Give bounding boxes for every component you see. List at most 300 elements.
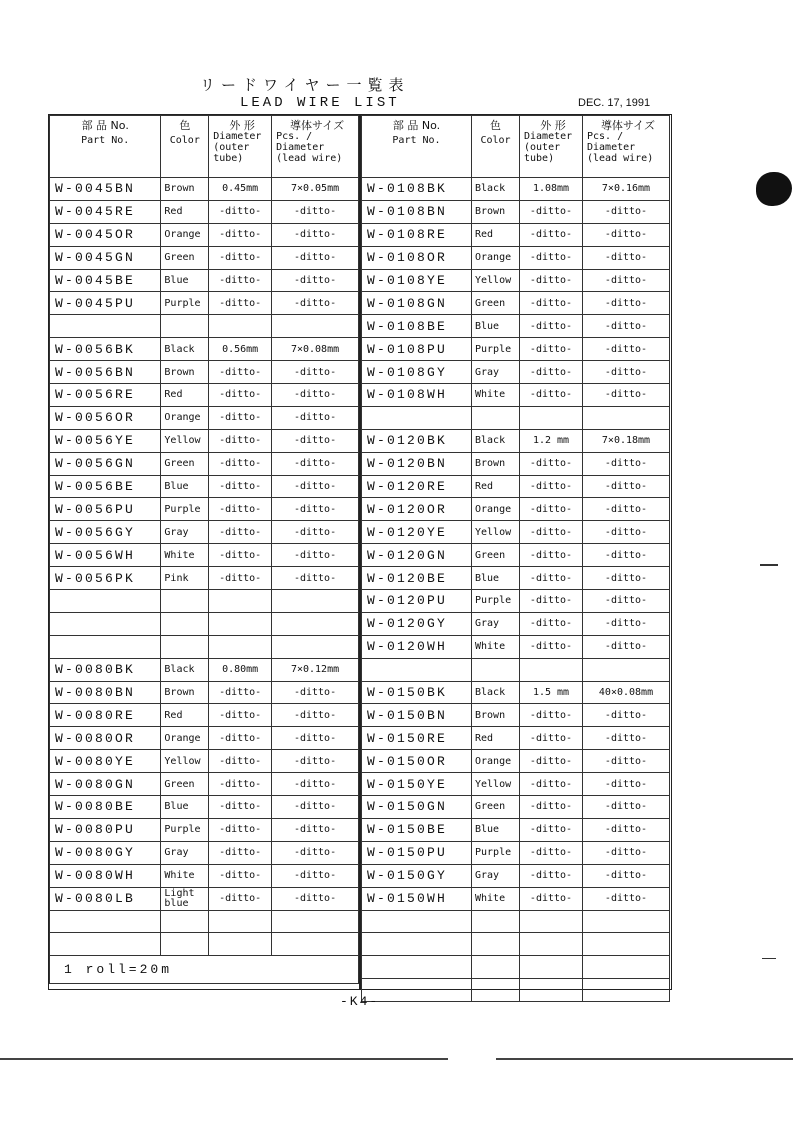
color-cell: Gray — [161, 521, 209, 544]
diameter-cell: -ditto- — [209, 269, 272, 292]
document-date: DEC. 17, 1991 — [578, 97, 651, 109]
diameter-cell: -ditto- — [209, 406, 272, 429]
pcs-diameter-cell: -ditto- — [272, 841, 359, 864]
pcs-diameter-cell: -ditto- — [583, 567, 670, 590]
table-row — [362, 269, 670, 292]
right-table — [361, 115, 670, 1002]
table-row — [50, 544, 359, 567]
part-number-cell: W-0120GY — [362, 612, 472, 635]
table-row — [362, 864, 670, 887]
pcs-diameter-cell — [583, 956, 670, 979]
footer-rule-left — [0, 1058, 448, 1060]
table-row — [362, 406, 670, 429]
pcs-diameter-cell: -ditto- — [583, 223, 670, 246]
diameter-cell: -ditto- — [209, 727, 272, 750]
pcs-diameter-cell: -ditto- — [272, 292, 359, 315]
header-diameter: 外 形 Diameter (outer tube) — [209, 116, 272, 178]
diameter-cell: 0.80mm — [209, 658, 272, 681]
pcs-diameter-cell: -ditto- — [272, 567, 359, 590]
table-row — [50, 635, 359, 658]
part-number-cell: W-0056GY — [50, 521, 161, 544]
table-row — [362, 933, 670, 956]
part-number-cell: W-0056BE — [50, 475, 161, 498]
pcs-diameter-cell — [583, 910, 670, 933]
table-row — [362, 315, 670, 338]
diameter-cell: -ditto- — [520, 887, 583, 910]
color-cell: Blue — [161, 796, 209, 819]
pcs-diameter-cell: -ditto- — [583, 475, 670, 498]
diameter-cell: -ditto- — [209, 246, 272, 269]
pcs-diameter-cell — [272, 910, 359, 933]
table-row — [362, 361, 670, 384]
header-color: 色 Color — [472, 116, 520, 178]
table-row — [362, 681, 670, 704]
footer-rule-right — [496, 1058, 793, 1060]
color-cell — [161, 590, 209, 613]
diameter-cell — [209, 315, 272, 338]
table-row — [362, 338, 670, 361]
diameter-cell: -ditto- — [209, 750, 272, 773]
diameter-cell: -ditto- — [209, 200, 272, 223]
part-number-cell: W-0120WH — [362, 635, 472, 658]
diameter-cell: -ditto- — [209, 704, 272, 727]
diameter-cell: -ditto- — [209, 567, 272, 590]
table-row — [50, 338, 359, 361]
part-number-cell: W-0108WH — [362, 384, 472, 407]
part-number-cell: W-0120RE — [362, 475, 472, 498]
pcs-diameter-cell: -ditto- — [583, 452, 670, 475]
part-number-cell — [50, 315, 161, 338]
table-row — [50, 567, 359, 590]
diameter-cell: -ditto- — [520, 200, 583, 223]
table-row — [362, 979, 670, 1002]
diameter-cell: -ditto- — [520, 704, 583, 727]
diameter-cell: -ditto- — [209, 544, 272, 567]
diameter-cell: -ditto- — [520, 727, 583, 750]
diameter-cell — [520, 658, 583, 681]
color-cell: Gray — [472, 864, 520, 887]
color-cell: Light blue — [161, 887, 209, 910]
table-row — [362, 544, 670, 567]
diameter-cell: -ditto- — [520, 635, 583, 658]
pcs-diameter-cell — [583, 933, 670, 956]
diameter-cell — [209, 612, 272, 635]
title-japanese: リードワイヤー一覧表 — [200, 76, 410, 94]
table-row — [362, 704, 670, 727]
diameter-cell: -ditto- — [520, 612, 583, 635]
color-cell: Blue — [472, 567, 520, 590]
table-row — [362, 567, 670, 590]
roll-note: 1 roll=20m — [50, 956, 359, 984]
part-number-cell: W-0108GN — [362, 292, 472, 315]
diameter-cell: -ditto- — [520, 246, 583, 269]
diameter-cell: -ditto- — [209, 361, 272, 384]
pcs-diameter-cell — [272, 933, 359, 956]
color-cell: Red — [161, 200, 209, 223]
diameter-cell: -ditto- — [520, 498, 583, 521]
pcs-diameter-cell: -ditto- — [583, 612, 670, 635]
pcs-diameter-cell: -ditto- — [583, 269, 670, 292]
pcs-diameter-cell: -ditto- — [583, 246, 670, 269]
diameter-cell: 0.45mm — [209, 178, 272, 201]
part-number-cell — [362, 658, 472, 681]
color-cell: Red — [472, 475, 520, 498]
scan-artifact-mark — [762, 958, 776, 959]
color-cell: Yellow — [161, 429, 209, 452]
table-row — [50, 361, 359, 384]
diameter-cell: 1.2 mm — [520, 429, 583, 452]
table-row — [50, 910, 359, 933]
color-cell: Black — [472, 681, 520, 704]
part-number-cell: W-0120BK — [362, 429, 472, 452]
pcs-diameter-cell: -ditto- — [583, 338, 670, 361]
pcs-diameter-cell: -ditto- — [272, 864, 359, 887]
color-cell: Red — [472, 727, 520, 750]
right-half — [361, 115, 671, 1002]
pcs-diameter-cell: -ditto- — [583, 704, 670, 727]
color-cell — [472, 910, 520, 933]
diameter-cell: -ditto- — [520, 590, 583, 613]
diameter-cell: -ditto- — [209, 521, 272, 544]
part-number-cell: W-0056PK — [50, 567, 161, 590]
part-number-cell: W-0150RE — [362, 727, 472, 750]
pcs-diameter-cell: -ditto- — [272, 727, 359, 750]
diameter-cell: -ditto- — [520, 544, 583, 567]
table-row — [362, 841, 670, 864]
part-number-cell: W-0080YE — [50, 750, 161, 773]
color-cell: Blue — [472, 818, 520, 841]
table-row — [50, 223, 359, 246]
pcs-diameter-cell: 7×0.05mm — [272, 178, 359, 201]
diameter-cell: -ditto- — [520, 452, 583, 475]
part-number-cell: W-0080GN — [50, 773, 161, 796]
part-number-cell: W-0120BN — [362, 452, 472, 475]
color-cell — [161, 910, 209, 933]
diameter-cell: -ditto- — [520, 384, 583, 407]
pcs-diameter-cell: -ditto- — [272, 269, 359, 292]
color-cell: Blue — [161, 269, 209, 292]
pcs-diameter-cell: -ditto- — [272, 384, 359, 407]
part-number-cell — [50, 590, 161, 613]
color-cell — [472, 979, 520, 1002]
table-row — [362, 635, 670, 658]
table-row — [50, 704, 359, 727]
part-number-cell: W-0080BN — [50, 681, 161, 704]
color-cell: Orange — [161, 727, 209, 750]
color-cell: Orange — [472, 498, 520, 521]
table-row — [362, 773, 670, 796]
scan-artifact-blot — [756, 172, 792, 206]
table-row — [362, 223, 670, 246]
part-number-cell: W-0080LB — [50, 887, 161, 910]
part-number-cell: W-0120BE — [362, 567, 472, 590]
table-row — [362, 498, 670, 521]
part-number-cell: W-0108BE — [362, 315, 472, 338]
table-row — [50, 521, 359, 544]
table-row — [50, 384, 359, 407]
diameter-cell: -ditto- — [209, 292, 272, 315]
pcs-diameter-cell: 7×0.16mm — [583, 178, 670, 201]
part-number-cell: W-0120PU — [362, 590, 472, 613]
part-number-cell: W-0056YE — [50, 429, 161, 452]
pcs-diameter-cell: -ditto- — [583, 727, 670, 750]
color-cell: White — [472, 887, 520, 910]
diameter-cell: -ditto- — [520, 864, 583, 887]
diameter-cell: -ditto- — [209, 475, 272, 498]
part-number-cell: W-0120YE — [362, 521, 472, 544]
pcs-diameter-cell: -ditto- — [272, 406, 359, 429]
color-cell: Brown — [161, 361, 209, 384]
diameter-cell — [520, 933, 583, 956]
diameter-cell: -ditto- — [520, 361, 583, 384]
table-row — [362, 429, 670, 452]
color-cell: Purple — [161, 292, 209, 315]
pcs-diameter-cell: -ditto- — [272, 544, 359, 567]
pcs-diameter-cell: -ditto- — [272, 521, 359, 544]
part-number-cell: W-0150BK — [362, 681, 472, 704]
table-row — [362, 750, 670, 773]
diameter-cell: -ditto- — [520, 750, 583, 773]
color-cell: Brown — [472, 200, 520, 223]
part-number-cell: W-0045RE — [50, 200, 161, 223]
color-cell: Brown — [472, 452, 520, 475]
diameter-cell — [520, 979, 583, 1002]
header-row-left — [50, 116, 359, 178]
color-cell: White — [472, 635, 520, 658]
color-cell: Red — [161, 384, 209, 407]
diameter-cell — [209, 933, 272, 956]
part-number-cell: W-0080GY — [50, 841, 161, 864]
table-row — [50, 429, 359, 452]
table-row — [50, 200, 359, 223]
color-cell — [472, 406, 520, 429]
color-cell: Orange — [161, 223, 209, 246]
part-number-cell: W-0056PU — [50, 498, 161, 521]
part-number-cell: W-0056BN — [50, 361, 161, 384]
table-row — [50, 933, 359, 956]
pcs-diameter-cell: -ditto- — [583, 384, 670, 407]
diameter-cell: -ditto- — [520, 841, 583, 864]
part-number-cell: W-0080BE — [50, 796, 161, 819]
pcs-diameter-cell: -ditto- — [583, 521, 670, 544]
color-cell: Orange — [161, 406, 209, 429]
table-row — [362, 384, 670, 407]
part-number-cell — [50, 612, 161, 635]
table-row — [362, 796, 670, 819]
part-number-cell: W-0045PU — [50, 292, 161, 315]
color-cell: Green — [472, 544, 520, 567]
color-cell — [161, 315, 209, 338]
diameter-cell: 0.56mm — [209, 338, 272, 361]
part-number-cell: W-0150GY — [362, 864, 472, 887]
color-cell: Orange — [472, 750, 520, 773]
color-cell: Red — [472, 223, 520, 246]
table-row — [50, 178, 359, 201]
table-row — [362, 658, 670, 681]
color-cell — [161, 635, 209, 658]
part-number-cell: W-0080PU — [50, 818, 161, 841]
pcs-diameter-cell: 7×0.08mm — [272, 338, 359, 361]
table-row — [362, 521, 670, 544]
diameter-cell: -ditto- — [520, 223, 583, 246]
part-number-cell: W-0108PU — [362, 338, 472, 361]
color-cell: Blue — [472, 315, 520, 338]
table-row — [50, 658, 359, 681]
diameter-cell: -ditto- — [520, 796, 583, 819]
diameter-cell: -ditto- — [209, 887, 272, 910]
part-number-cell: W-0150OR — [362, 750, 472, 773]
pcs-diameter-cell: 7×0.12mm — [272, 658, 359, 681]
diameter-cell: -ditto- — [209, 864, 272, 887]
part-number-cell — [50, 933, 161, 956]
color-cell: Brown — [161, 178, 209, 201]
part-number-cell: W-0108BN — [362, 200, 472, 223]
table-row — [50, 841, 359, 864]
diameter-cell: -ditto- — [520, 315, 583, 338]
header-part-no: 部 品 No. Part No. — [362, 116, 472, 178]
pcs-diameter-cell: -ditto- — [272, 498, 359, 521]
color-cell: White — [161, 544, 209, 567]
color-cell: Black — [472, 178, 520, 201]
header-part-no: 部 品 No. Part No. — [50, 116, 161, 178]
part-number-cell — [362, 956, 472, 979]
pcs-diameter-cell: 7×0.18mm — [583, 429, 670, 452]
part-number-cell: W-0056RE — [50, 384, 161, 407]
table-row — [50, 681, 359, 704]
pcs-diameter-cell: -ditto- — [272, 704, 359, 727]
table-row — [50, 406, 359, 429]
color-cell: Purple — [161, 498, 209, 521]
pcs-diameter-cell: -ditto- — [272, 681, 359, 704]
pcs-diameter-cell: -ditto- — [272, 429, 359, 452]
diameter-cell: -ditto- — [209, 498, 272, 521]
table-row — [50, 590, 359, 613]
roll-note-row — [50, 956, 359, 984]
color-cell: Green — [161, 246, 209, 269]
title-english: LEAD WIRE LIST — [240, 95, 400, 111]
pcs-diameter-cell: -ditto- — [272, 452, 359, 475]
header-color: 色 Color — [161, 116, 209, 178]
part-number-cell: W-0120OR — [362, 498, 472, 521]
part-number-cell: W-0150BN — [362, 704, 472, 727]
color-cell: Green — [161, 773, 209, 796]
part-number-cell: W-0080WH — [50, 864, 161, 887]
pcs-diameter-cell: -ditto- — [272, 361, 359, 384]
pcs-diameter-cell: -ditto- — [583, 773, 670, 796]
part-number-cell: W-0150BE — [362, 818, 472, 841]
pcs-diameter-cell — [583, 979, 670, 1002]
left-half — [49, 115, 359, 984]
diameter-cell — [520, 910, 583, 933]
lead-wire-table-frame — [48, 114, 672, 990]
pcs-diameter-cell: -ditto- — [272, 246, 359, 269]
part-number-cell: W-0108YE — [362, 269, 472, 292]
diameter-cell: -ditto- — [209, 384, 272, 407]
pcs-diameter-cell: -ditto- — [583, 315, 670, 338]
color-cell: Brown — [472, 704, 520, 727]
color-cell: Green — [472, 292, 520, 315]
part-number-cell — [50, 635, 161, 658]
part-number-cell — [50, 910, 161, 933]
part-number-cell: W-0045BN — [50, 178, 161, 201]
table-row — [362, 590, 670, 613]
table-row — [50, 796, 359, 819]
pcs-diameter-cell: -ditto- — [583, 200, 670, 223]
part-number-cell: W-0056GN — [50, 452, 161, 475]
table-row — [362, 246, 670, 269]
table-row — [362, 887, 670, 910]
pcs-diameter-cell: 40×0.08mm — [583, 681, 670, 704]
color-cell: Purple — [161, 818, 209, 841]
table-row — [362, 452, 670, 475]
table-row — [362, 818, 670, 841]
diameter-cell: -ditto- — [209, 452, 272, 475]
color-cell: Black — [472, 429, 520, 452]
table-row — [50, 475, 359, 498]
color-cell — [161, 933, 209, 956]
color-cell: Blue — [161, 475, 209, 498]
color-cell: Brown — [161, 681, 209, 704]
diameter-cell: -ditto- — [520, 773, 583, 796]
color-cell: Orange — [472, 246, 520, 269]
table-row — [362, 612, 670, 635]
header-row-right — [362, 116, 670, 178]
pcs-diameter-cell — [583, 658, 670, 681]
color-cell: Yellow — [472, 773, 520, 796]
pcs-diameter-cell — [272, 612, 359, 635]
part-number-cell: W-0108RE — [362, 223, 472, 246]
table-row — [362, 178, 670, 201]
part-number-cell: W-0150GN — [362, 796, 472, 819]
diameter-cell: -ditto- — [209, 796, 272, 819]
table-row — [50, 498, 359, 521]
pcs-diameter-cell: -ditto- — [583, 841, 670, 864]
diameter-cell — [209, 910, 272, 933]
diameter-cell: -ditto- — [209, 223, 272, 246]
part-number-cell: W-0045BE — [50, 269, 161, 292]
table-row — [362, 956, 670, 979]
color-cell: Pink — [161, 567, 209, 590]
pcs-diameter-cell: -ditto- — [583, 292, 670, 315]
color-cell: Gray — [472, 361, 520, 384]
pcs-diameter-cell: -ditto- — [272, 475, 359, 498]
diameter-cell: -ditto- — [520, 818, 583, 841]
color-cell: Gray — [161, 841, 209, 864]
diameter-cell: -ditto- — [209, 429, 272, 452]
pcs-diameter-cell: -ditto- — [583, 796, 670, 819]
table-row — [362, 200, 670, 223]
color-cell: Gray — [472, 612, 520, 635]
pcs-diameter-cell: -ditto- — [583, 590, 670, 613]
color-cell — [161, 612, 209, 635]
table-row — [362, 475, 670, 498]
pcs-diameter-cell: -ditto- — [272, 750, 359, 773]
part-number-cell: W-0045GN — [50, 246, 161, 269]
header-pcs-diameter: 導体サイズ Pcs. / Diameter (lead wire) — [272, 116, 359, 178]
color-cell — [472, 658, 520, 681]
table-row — [362, 727, 670, 750]
color-cell: Purple — [472, 338, 520, 361]
diameter-cell — [520, 956, 583, 979]
part-number-cell: W-0150WH — [362, 887, 472, 910]
color-cell: Green — [472, 796, 520, 819]
diameter-cell: -ditto- — [209, 681, 272, 704]
table-row — [50, 773, 359, 796]
pcs-diameter-cell: -ditto- — [583, 750, 670, 773]
scan-artifact-mark — [760, 564, 778, 566]
pcs-diameter-cell — [583, 406, 670, 429]
table-row — [50, 452, 359, 475]
